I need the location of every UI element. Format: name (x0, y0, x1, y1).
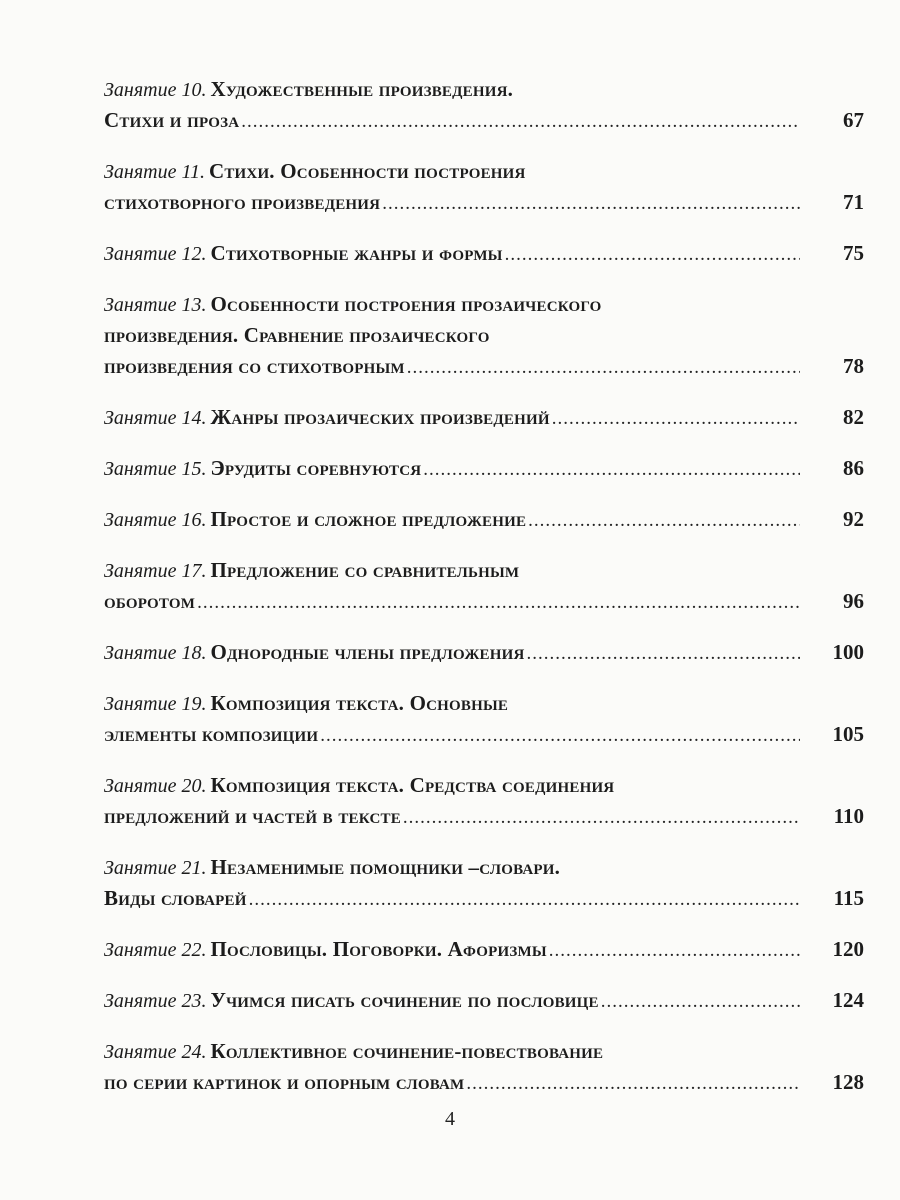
entry-page-number[interactable]: 100 (832, 640, 864, 664)
entry-page-number[interactable]: 115 (833, 886, 864, 910)
entry-title: оборотом (104, 589, 196, 613)
entry-page-number[interactable]: 92 (843, 507, 864, 531)
dot-leader (505, 239, 800, 270)
entry-title: стихотворного произведения (104, 190, 381, 214)
entry-title-line: Композиция текста. Основные (210, 691, 509, 715)
lesson-label: Занятие 17. (104, 560, 207, 582)
entry-title-line: Коллективное сочинение-повествование (210, 1039, 604, 1063)
entry-title: Однородные члены предложения (210, 640, 525, 664)
entry-title: Эрудиты соревнуются (210, 456, 422, 480)
entry-title: Виды словарей (104, 886, 247, 910)
toc-entry (104, 74, 864, 136)
lesson-label: Занятие 10. (104, 79, 207, 101)
entry-title: Простое и сложное предложение (210, 507, 527, 531)
toc-entry-last-line (104, 637, 864, 668)
lesson-label: Занятие 21. (104, 857, 207, 879)
toc-entry (104, 453, 864, 484)
entry-title: предложений и частей в тексте (104, 804, 401, 828)
entry-page-number[interactable]: 86 (843, 456, 864, 480)
lesson-label: Занятие 12. (104, 243, 207, 265)
entry-title: Стихи и проза (104, 108, 240, 132)
toc-entry-line (104, 156, 864, 187)
lesson-label: Занятие 18. (104, 642, 207, 664)
page-number: 4 (445, 1108, 455, 1130)
lesson-label: Занятие 11. (104, 161, 205, 183)
toc-entry-last-line (104, 1067, 864, 1098)
toc-entry-last-line (104, 105, 864, 136)
entry-title: элементы композиции (104, 722, 319, 746)
entry-title-line: Стихи. Особенности построения (208, 159, 526, 183)
dot-leader (528, 505, 800, 536)
dot-leader (382, 188, 800, 219)
entry-page-number[interactable]: 120 (832, 937, 864, 961)
entry-page-number[interactable]: 75 (843, 241, 864, 265)
toc-entry-last-line (104, 351, 864, 382)
entry-title-line: Незаменимые помощники –словари. (210, 855, 561, 879)
toc-entry (104, 156, 864, 218)
toc-entry-line (104, 74, 864, 105)
entry-page-number[interactable]: 67 (843, 108, 864, 132)
toc-entry-last-line (104, 187, 864, 218)
entry-title: Стихотворные жанры и формы (210, 241, 503, 265)
lesson-label: Занятие 23. (104, 990, 207, 1012)
dot-leader (320, 720, 800, 751)
dot-leader (526, 638, 800, 669)
toc-entry-line (104, 555, 864, 586)
toc-entry-last-line (104, 453, 864, 484)
dot-leader (197, 587, 800, 618)
toc-entry-last-line (104, 801, 864, 832)
toc-entry-last-line (104, 402, 864, 433)
entry-page-number[interactable]: 110 (833, 804, 864, 828)
toc-entry-last-line (104, 586, 864, 617)
toc-entry (104, 770, 864, 832)
entry-title: Пословицы. Поговорки. Афоризмы (210, 937, 547, 961)
dot-leader (241, 106, 800, 137)
lesson-label: Занятие 13. (104, 294, 207, 316)
entry-title: произведения со стихотворным (104, 354, 405, 378)
toc-entry (104, 402, 864, 433)
toc-entry-line (104, 688, 864, 719)
toc-entry-line (104, 289, 864, 320)
dot-leader (403, 802, 800, 833)
entry-title-line: Композиция текста. Средства соединения (210, 773, 615, 797)
dot-leader (601, 986, 800, 1017)
entry-page-number[interactable]: 96 (843, 589, 864, 613)
dot-leader (549, 935, 800, 966)
entry-page-number[interactable]: 124 (832, 988, 864, 1012)
toc-entry-last-line (104, 934, 864, 965)
toc-entry-last-line (104, 238, 864, 269)
entry-title-line: Особенности построения прозаического (210, 292, 602, 316)
entry-page-number[interactable]: 105 (832, 722, 864, 746)
toc-entry (104, 289, 864, 382)
entry-title-line: произведения. Сравнение прозаического (104, 323, 490, 347)
entry-title-line: Предложение со сравнительным (210, 558, 520, 582)
toc-entry-line (104, 852, 864, 883)
lesson-label: Занятие 14. (104, 407, 207, 429)
toc-entry (104, 637, 864, 668)
toc-entry-last-line (104, 504, 864, 535)
lesson-label: Занятие 15. (104, 458, 207, 480)
entry-title: Жанры прозаических произведений (210, 405, 550, 429)
entry-page-number[interactable]: 78 (843, 354, 864, 378)
lesson-label: Занятие 22. (104, 939, 207, 961)
toc-entry (104, 852, 864, 914)
dot-leader (466, 1068, 800, 1099)
toc-entry-last-line (104, 719, 864, 750)
lesson-label: Занятие 24. (104, 1041, 207, 1063)
toc-entry (104, 504, 864, 535)
dot-leader (407, 352, 800, 383)
entry-page-number[interactable]: 71 (843, 190, 864, 214)
toc-entry-line (104, 770, 864, 801)
dot-leader (552, 403, 800, 434)
entry-title-line: Художественные произведения. (210, 77, 514, 101)
entry-title: Учимся писать сочинение по пословице (210, 988, 599, 1012)
toc-entry (104, 688, 864, 750)
toc-entry (104, 1036, 864, 1098)
entry-page-number[interactable]: 128 (832, 1070, 864, 1094)
entry-title: по серии картинок и опорным словам (104, 1070, 465, 1094)
table-of-contents (104, 74, 864, 1118)
toc-entry (104, 238, 864, 269)
toc-entry (104, 555, 864, 617)
toc-entry-line (104, 1036, 864, 1067)
toc-entry (104, 934, 864, 965)
toc-entry (104, 985, 864, 1016)
toc-entry-line (104, 320, 864, 351)
toc-entry-last-line (104, 985, 864, 1016)
lesson-label: Занятие 19. (104, 693, 207, 715)
toc-entry-last-line (104, 883, 864, 914)
lesson-label: Занятие 20. (104, 775, 207, 797)
dot-leader (249, 884, 800, 915)
lesson-label: Занятие 16. (104, 509, 207, 531)
dot-leader (423, 454, 800, 485)
entry-page-number[interactable]: 82 (843, 405, 864, 429)
